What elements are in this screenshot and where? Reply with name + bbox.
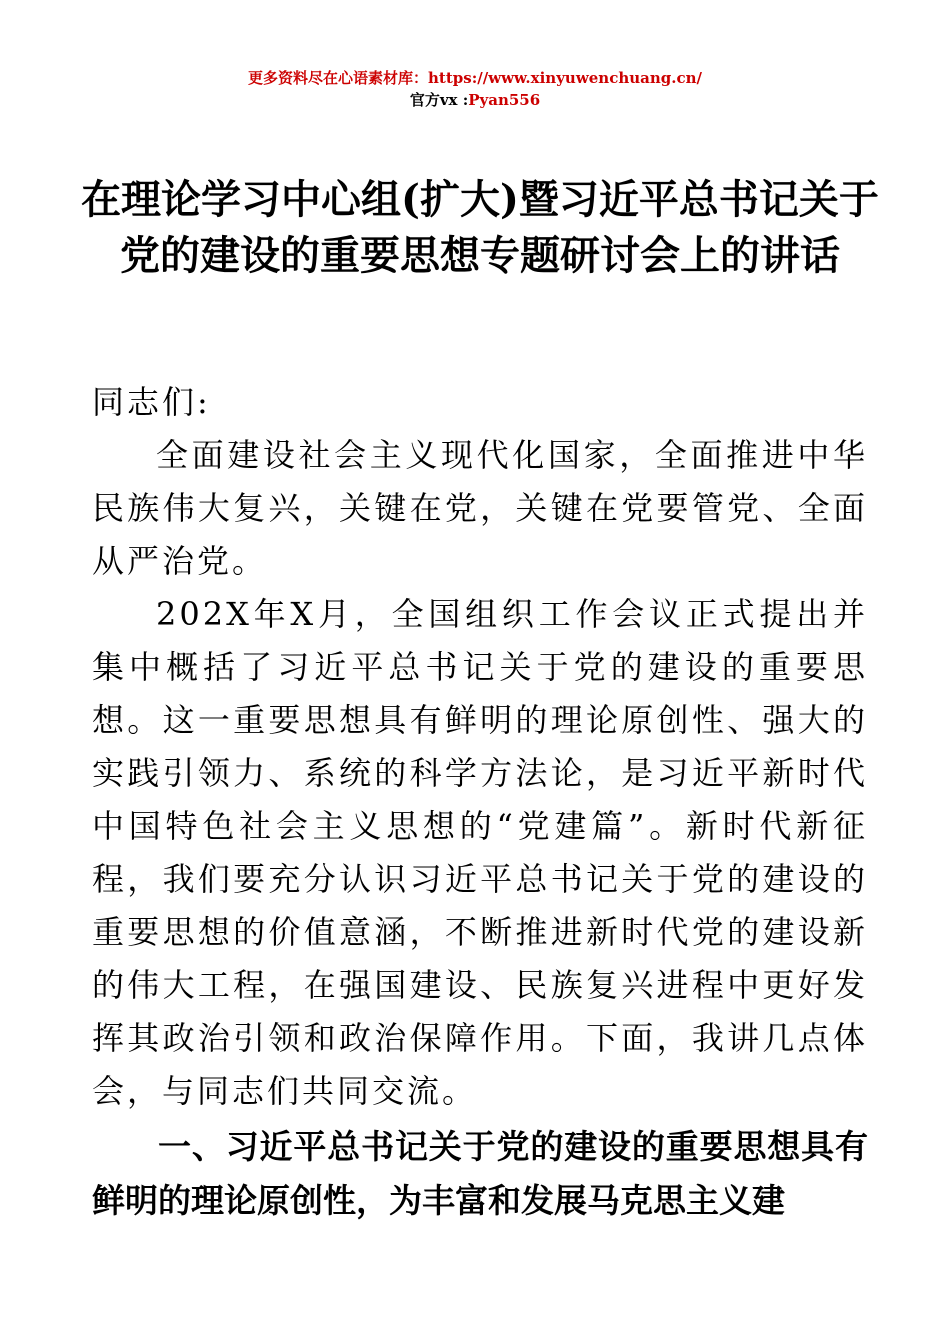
- salutation: 同志们:: [92, 383, 211, 421]
- paragraph-1: 全面建设社会主义现代化国家，全面推进中华民族伟大复兴，关键在党，关键在党要管党、全面从严治党。: [92, 436, 868, 580]
- source-label: 更多资料尽在心语素材库：: [248, 69, 429, 87]
- contact-label: 官方vx :: [409, 91, 469, 109]
- paragraph-2: 202X年X月，全国组织工作会议正式提出并集中概括了习近平总书记关于党的建设的重要思想。这一重要思想具有鲜明的理论原创性、强大的实践引领力、系统的科学方法论，是习近平新时代中国特色社会主义思想的“党建篇”。新时代新征程，我们要充分认识习近平总书记关于党的建设的重要思想的价值意涵，不断推进新时代党的建设新的伟大工程，在强国建设、民族复兴进程中更好发挥其政治引领和政治保障作用。下面，我讲几点体会，与同志们共同交流。: [92, 595, 868, 1110]
- source-banner: [0, 68, 950, 88]
- section-heading-1: 一、习近平总书记关于党的建设的重要思想具有鲜明的理论原创性，为丰富和发展马克思主义建: [92, 1127, 868, 1220]
- source-link[interactable]: https://www.xinyuwenchuang.cn/: [428, 69, 702, 87]
- contact-id: Pyan556: [468, 91, 541, 109]
- document-title: 在理论学习中心组(扩大)暨习近平总书记关于党的建设的重要思想专题研讨会上的讲话: [81, 176, 879, 279]
- document-body: [92, 376, 868, 1118]
- contact-banner: [0, 90, 950, 110]
